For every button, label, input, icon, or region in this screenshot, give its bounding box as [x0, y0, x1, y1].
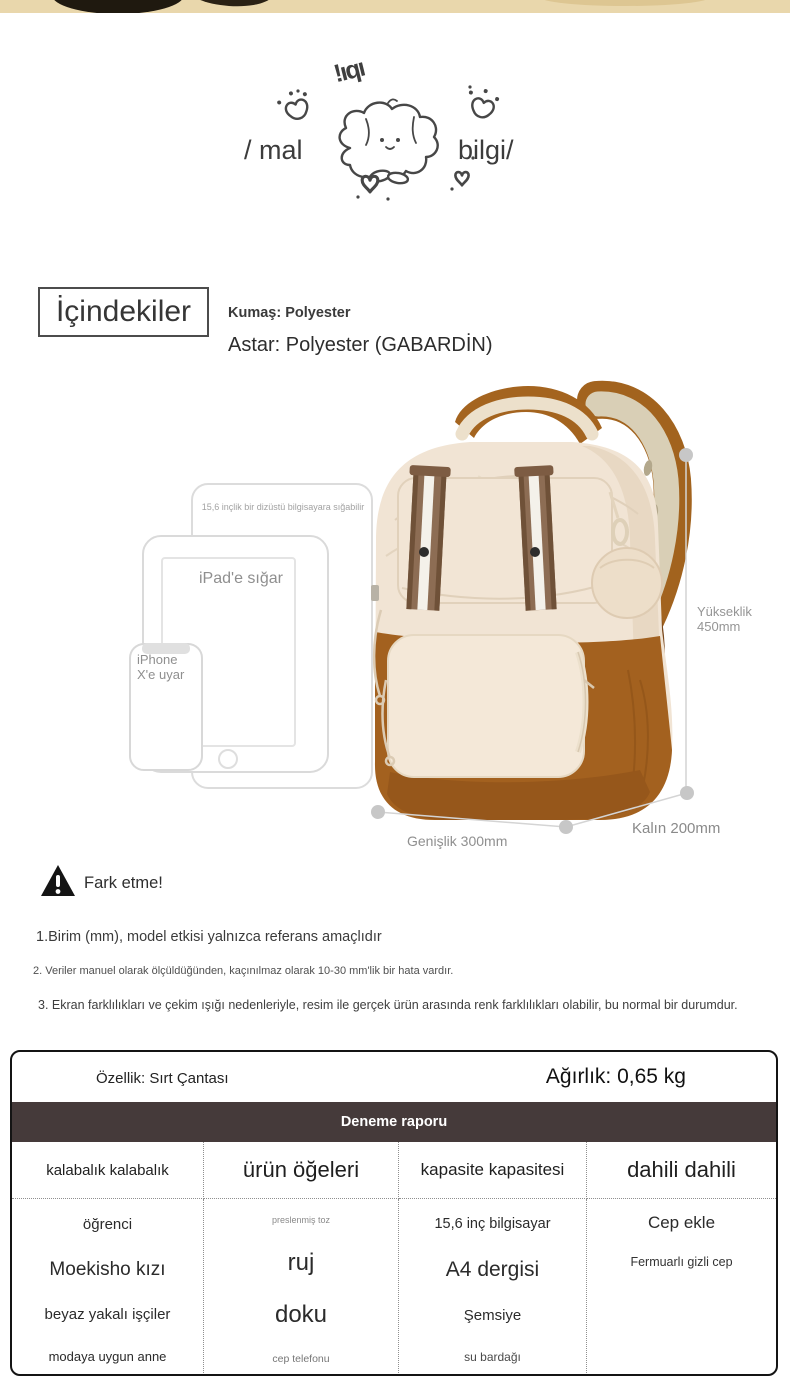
cropped-photo-strip [0, 0, 790, 13]
table-cell: Moekisho kızı [49, 1258, 166, 1280]
contents-title-box [38, 287, 209, 337]
table-cell: beyaz yakalı işçiler [44, 1306, 171, 1324]
column-header-users: kalabalık kalabalık [12, 1142, 204, 1199]
laptop-fit-label: 15,6 inçlik bir dizüstü bilgisayara sığabilir [201, 502, 365, 512]
report-title: Deneme raporu [340, 1114, 448, 1130]
column-header-capacity: kapasite kapasitesi [399, 1142, 587, 1199]
height-dimension-label: Yükseklik 450mm [697, 604, 752, 634]
column-body-items [204, 1199, 399, 1376]
photo-shadow [540, 0, 710, 6]
fabric-spec: Kumaş: Polyester [228, 305, 351, 321]
doodle-right-text: bilgi/ [458, 135, 514, 165]
size-figure [0, 380, 790, 860]
doodle-scribble-text: !ıqı [330, 53, 367, 89]
table-cell: modaya uygun anne [48, 1349, 167, 1365]
table-cell: cep telefonu [272, 1353, 330, 1365]
table-cell: öğrenci [82, 1215, 133, 1233]
report-title-bar [12, 1102, 776, 1142]
table-cell: 15,6 inç bilgisayar [434, 1215, 551, 1232]
notice-item-2: 2. Veriler manuel olarak ölçüldüğünden, kaçınılmaz olarak 10-30 mm'lik bir hata vardır. [33, 965, 454, 977]
usb-port [371, 585, 379, 601]
column-body-capacity [399, 1199, 587, 1376]
table-cell: A4 dergisi [445, 1257, 540, 1281]
warning-triangle-icon [40, 864, 76, 898]
dog-icon [340, 99, 438, 184]
doodle-header [230, 55, 570, 215]
weight-label: Ağırlık: 0,65 kg [545, 1065, 686, 1088]
spec-table [10, 1050, 778, 1376]
snap-button [419, 547, 429, 557]
depth-dimension-label: Kalın 200mm [632, 820, 721, 837]
spec-grid [12, 1142, 776, 1376]
photo-blob [185, 0, 275, 9]
heart-icon [362, 176, 378, 192]
column-body-internal [587, 1199, 776, 1376]
width-dimension-label: Genişlik 300mm [407, 833, 508, 849]
table-cell: Cep ekle [647, 1213, 716, 1232]
photo-blob [52, 0, 184, 13]
paw-print-icon [275, 87, 313, 124]
feature-label: Özellik: Sırt Çantası [96, 1070, 229, 1087]
contents-title: İçindekiler [55, 295, 192, 328]
table-cell: su bardağı [464, 1350, 521, 1365]
notice-item-1: 1.Birim (mm), model etkisi yalnızca referans amaçlıdır [36, 929, 382, 945]
backpack-illustration [371, 386, 673, 820]
table-cell: ruj [287, 1249, 315, 1276]
warning-title: Fark etme! [84, 874, 163, 892]
column-body-users [12, 1199, 204, 1376]
paw-print-icon [464, 85, 501, 120]
lining-spec: Astar: Polyester (GABARDİN) [228, 334, 493, 356]
heart-icon [455, 172, 468, 185]
spec-table-top-row [12, 1052, 776, 1102]
notice-item-3: 3. Ekran farklılıkları ve çekim ışığı nedenleriyle, resim ile gerçek ürün arasında renk farklılıkları olabilir, bu normal bir durumdur. [38, 998, 738, 1012]
table-cell: Şemsiye [463, 1307, 522, 1325]
iphone-fit-label: iPhone X'e uyar [137, 652, 185, 682]
doodle-left-text: / mal [244, 135, 303, 165]
column-header-items: ürün öğeleri [204, 1142, 399, 1199]
table-cell: Fermuarlı gizli cep [630, 1255, 733, 1269]
ipad-fit-label: iPad'e sığar [199, 570, 283, 587]
snap-button [530, 547, 540, 557]
table-cell: preslenmiş toz [271, 1215, 331, 1225]
table-cell: doku [274, 1301, 328, 1328]
column-header-internal: dahili dahili [587, 1142, 776, 1199]
